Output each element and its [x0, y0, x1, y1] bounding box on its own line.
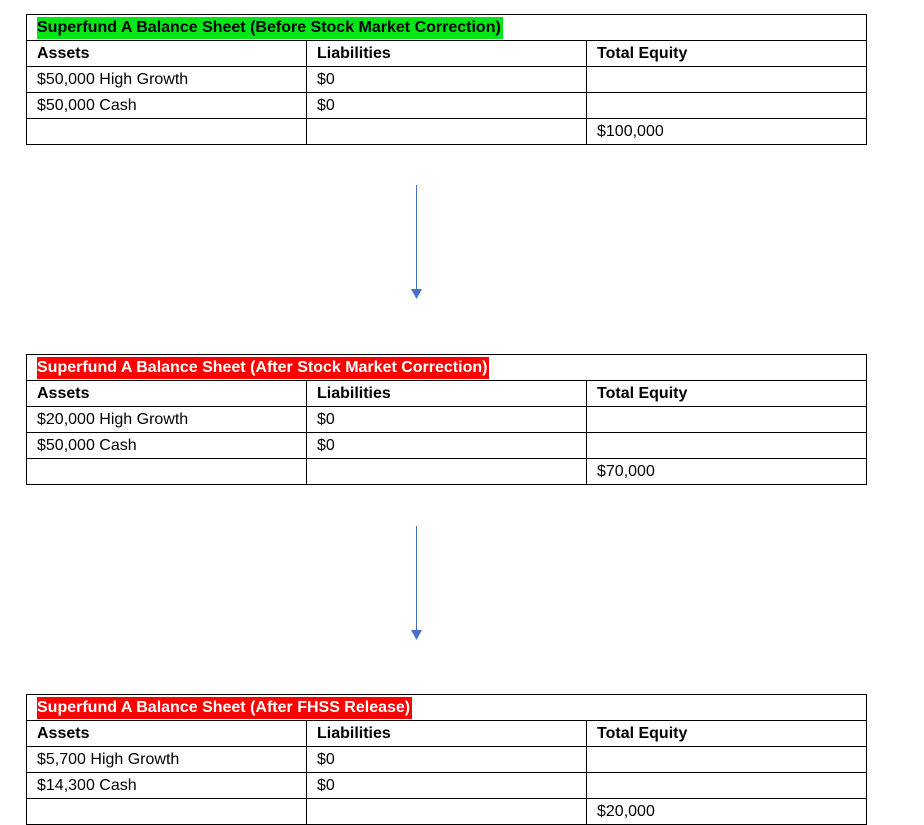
balance-sheet-after-correction	[26, 354, 866, 485]
liabilities-header: Liabilities	[307, 721, 587, 747]
balance-sheet-table	[26, 354, 867, 485]
table-row	[27, 407, 867, 433]
liabilities-cell: $0	[307, 747, 587, 773]
equity-header: Total Equity	[587, 41, 867, 67]
liabilities-header: Liabilities	[307, 41, 587, 67]
equity-cell	[587, 747, 867, 773]
table-row	[27, 93, 867, 119]
assets-cell: $14,300 Cash	[27, 773, 307, 799]
liabilities-header: Liabilities	[307, 381, 587, 407]
assets-header: Assets	[27, 41, 307, 67]
header-row	[27, 41, 867, 67]
assets-cell	[27, 799, 307, 825]
equity-cell	[587, 93, 867, 119]
assets-cell	[27, 459, 307, 485]
assets-cell: $50,000 Cash	[27, 93, 307, 119]
total-equity-cell: $100,000	[587, 119, 867, 145]
sheet-title: Superfund A Balance Sheet (After Stock Market Correction)	[37, 357, 489, 379]
equity-cell	[587, 407, 867, 433]
equity-cell	[587, 67, 867, 93]
table-row	[27, 67, 867, 93]
assets-cell: $50,000 Cash	[27, 433, 307, 459]
assets-cell: $50,000 High Growth	[27, 67, 307, 93]
assets-cell: $20,000 High Growth	[27, 407, 307, 433]
balance-sheet-table	[26, 694, 867, 825]
down-arrow-icon	[410, 526, 424, 641]
balance-sheet-before-correction	[26, 14, 866, 145]
sheet-title-cell	[27, 695, 867, 721]
liabilities-cell	[307, 119, 587, 145]
liabilities-cell: $0	[307, 773, 587, 799]
liabilities-cell: $0	[307, 93, 587, 119]
equity-cell	[587, 433, 867, 459]
table-row	[27, 799, 867, 825]
balance-sheet-table	[26, 14, 867, 145]
table-row	[27, 433, 867, 459]
table-row	[27, 119, 867, 145]
liabilities-cell: $0	[307, 433, 587, 459]
assets-cell: $5,700 High Growth	[27, 747, 307, 773]
sheet-title: Superfund A Balance Sheet (After FHSS Release)	[37, 697, 412, 719]
table-row	[27, 773, 867, 799]
sheet-title-cell	[27, 15, 867, 41]
sheet-title-cell	[27, 355, 867, 381]
liabilities-cell	[307, 799, 587, 825]
liabilities-cell: $0	[307, 67, 587, 93]
total-equity-cell: $70,000	[587, 459, 867, 485]
liabilities-cell	[307, 459, 587, 485]
total-equity-cell: $20,000	[587, 799, 867, 825]
down-arrow-icon	[410, 185, 424, 300]
equity-header: Total Equity	[587, 381, 867, 407]
table-row	[27, 747, 867, 773]
equity-header: Total Equity	[587, 721, 867, 747]
liabilities-cell: $0	[307, 407, 587, 433]
sheet-title: Superfund A Balance Sheet (Before Stock Market Correction)	[37, 17, 503, 39]
header-row	[27, 381, 867, 407]
assets-header: Assets	[27, 381, 307, 407]
equity-cell	[587, 773, 867, 799]
table-row	[27, 459, 867, 485]
header-row	[27, 721, 867, 747]
assets-cell	[27, 119, 307, 145]
balance-sheet-after-fhss-release	[26, 694, 866, 825]
assets-header: Assets	[27, 721, 307, 747]
